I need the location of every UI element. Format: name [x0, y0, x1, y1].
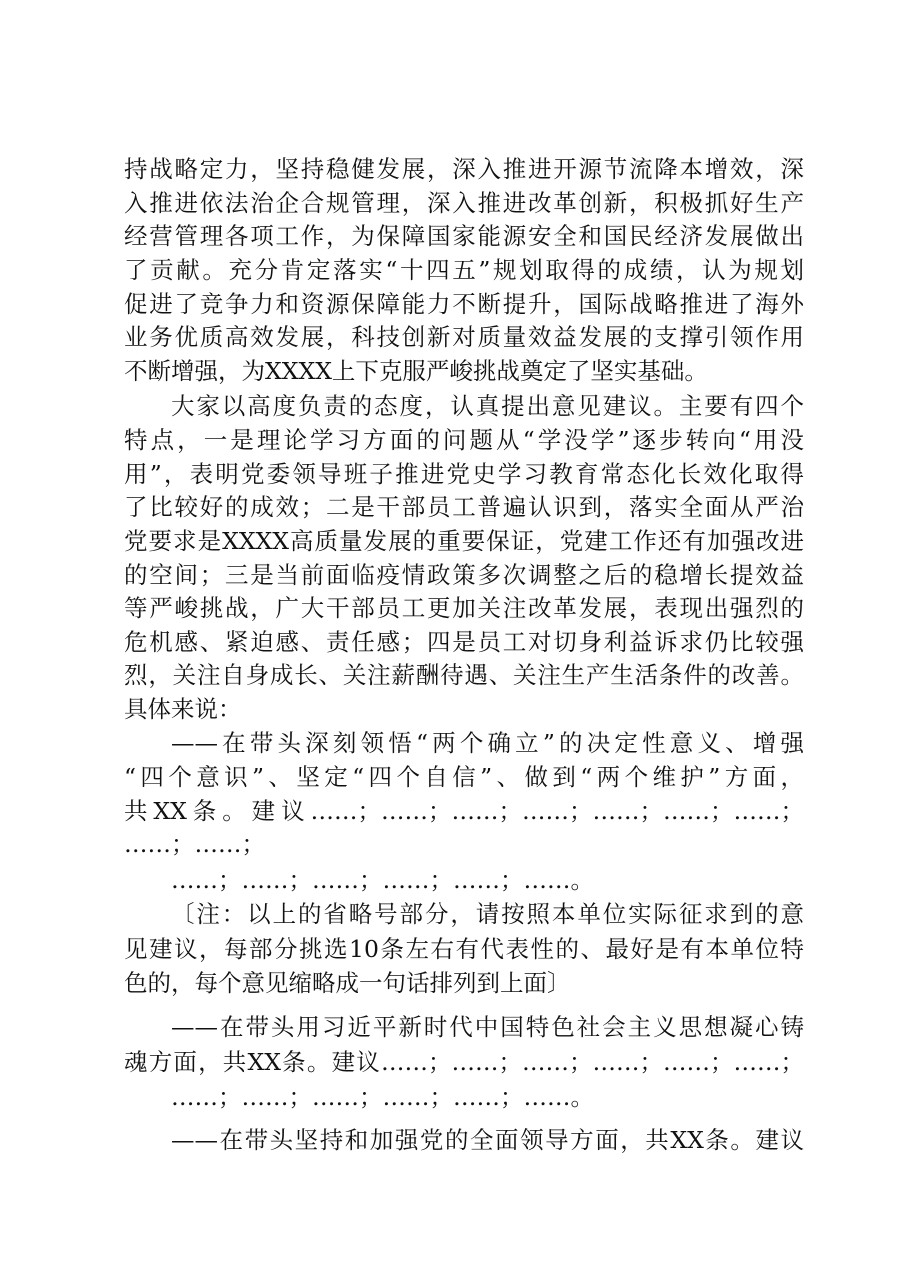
paragraph-line: 的空间；三是当前面临疫情政策多次调整之后的稳增长提效益: [124, 561, 804, 589]
paragraph-line: “四个意识”、坚定“四个自信”、做到“两个维护”方面，: [124, 763, 804, 791]
paragraph-line: ——在带头深刻领悟“两个确立”的决定性意义、增强: [171, 729, 804, 757]
paragraph-line: 大家以高度负责的态度，认真提出意见建议。主要有四个: [171, 392, 804, 420]
paragraph-line: 党要求是XXXX高质量发展的重要保证，党建工作还有加强改进: [124, 527, 804, 555]
paragraph-line: 了贡献。充分肯定落实“十四五”规划取得的成绩，认为规划: [124, 256, 804, 284]
paragraph-line: 经营管理各项工作，为保障国家能源安全和国民经济发展做出: [124, 222, 804, 250]
paragraph-line: 特点，一是理论学习方面的问题从“学没学”逐步转向“用没: [124, 426, 804, 454]
paragraph-line: 用”，表明党委领导班子推进党史学习教育常态化长效化取得: [124, 460, 804, 488]
paragraph-line: ……；……；……；……；……；……。: [171, 1083, 594, 1111]
paragraph-line: 入推进依法治企合规管理，深入推进改革创新，积极抓好生产: [124, 189, 804, 217]
paragraph-line: 具体来说：: [124, 695, 242, 723]
paragraph-line: 魂方面，共XX条。建议……；……；……；……；……；……；: [124, 1048, 804, 1076]
paragraph-line: 不断增强，为XXXX上下克服严峻挑战奠定了坚实基础。: [124, 357, 708, 385]
paragraph-line: 等严峻挑战，广大干部员工更加关注改革发展，表现出强烈的: [124, 594, 804, 622]
note-line: 色的，每个意见缩略成一句话排列到上面〕: [124, 969, 571, 997]
paragraph-line: ——在带头坚持和加强党的全面领导方面，共XX条。建议: [171, 1126, 804, 1154]
paragraph-line: ……；……；: [124, 830, 265, 858]
paragraph-line: ……；……；……；……；……；……。: [171, 866, 594, 894]
paragraph-line: 共XX条。建议……；……；……；……；……；……；……；: [124, 797, 804, 825]
paragraph-line: 业务优质高效发展，科技创新对质量效益发展的支撑引领作用: [124, 323, 804, 351]
paragraph-line: 烈，关注自身成长、关注薪酬待遇、关注生产生活条件的改善。: [124, 661, 804, 689]
note-line: 〔注：以上的省略号部分，请按照本单位实际征求到的意: [171, 900, 804, 928]
paragraph-line: ——在带头用习近平新时代中国特色社会主义思想凝心铸: [171, 1013, 804, 1041]
paragraph-line: 了比较好的成效；二是干部员工普遍认识到，落实全面从严治: [124, 493, 804, 521]
paragraph-line: 促进了竞争力和资源保障能力不断提升，国际战略推进了海外: [124, 290, 804, 318]
paragraph-line: 危机感、紧迫感、责任感；四是员工对切身利益诉求仍比较强: [124, 628, 804, 656]
paragraph-line: 持战略定力，坚持稳健发展，深入推进开源节流降本增效，深: [124, 155, 804, 183]
note-line: 见建议，每部分挑选10条左右有代表性的、最好是有本单位特: [124, 935, 804, 963]
